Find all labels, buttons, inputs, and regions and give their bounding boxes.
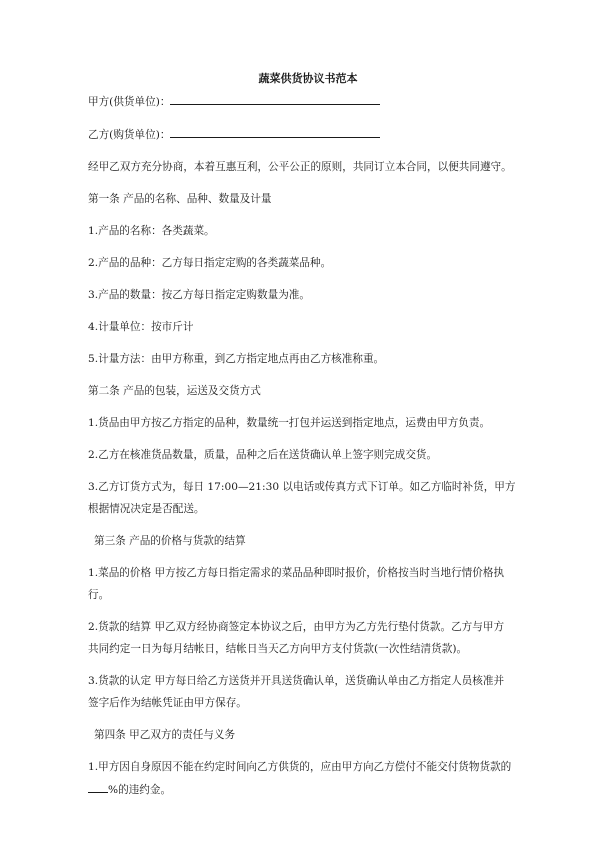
article-2-title: 第二条 产品的包装，运送及交货方式 (88, 385, 261, 397)
party-b-label: 乙方(购货单位)： (88, 129, 171, 141)
article-3-item-3-line-1: 3.货款的认定 甲方每日给乙方送货并开具送货确认单，送货确认单由乙方指定人员核准并 (88, 675, 505, 687)
article-4-item-1-line-2 (88, 780, 528, 799)
article-2-item-3-line-1: 3.乙方订货方式为，每日 17:00—21:30 以电话或传真方式下订单。如乙方临时补货，甲方 (88, 481, 516, 493)
article-3-item-1-line-1: 1.菜品的价格 甲方按乙方每日指定需求的菜品品种即时报价，价格按当时当地行情价格执 (88, 567, 505, 579)
article-2-item-2: 2.乙方在核准货品数量，质量，品种之后在送货确认单上签字则完成交货。 (88, 449, 438, 461)
article-1-item-3: 3.产品的数量：按乙方每日指定定购数量为准。 (88, 289, 310, 301)
party-b-blank[interactable] (170, 125, 380, 138)
party-a-blank[interactable] (170, 92, 380, 105)
article-4-title: 第四条 甲乙双方的责任与义务 (94, 729, 236, 741)
article-1-title: 第一条 产品的名称、品种、数量及计量 (88, 193, 272, 205)
document-page (88, 70, 528, 799)
intro-paragraph: 经甲乙双方充分协商，本着互惠互利，公平公正的原则，共同订立本合同，以便共同遵守。 (88, 161, 512, 173)
penalty-suffix: %的违约金。 (108, 784, 172, 796)
article-1-item-4: 4.计量单位：按市斤计 (88, 321, 194, 333)
document-title: 蔬菜供货协议书范本 (258, 72, 358, 85)
article-4-item-1-line-1: 1.甲方因自身原因不能在约定时间向乙方供货的，应由甲方向乙方偿付不能交付货物货款的 (88, 761, 512, 773)
party-a-row (88, 92, 528, 111)
article-3-item-1-line-2: 行。 (88, 589, 110, 601)
article-2-item-3-line-2: 根据情况决定是否配送。 (88, 503, 205, 515)
article-3-item-2-line-1: 2.货款的结算 甲乙双方经协商签定本协议之后，由甲方为乙方先行垫付货款。乙方与甲方 (88, 621, 505, 633)
article-3-item-3-line-2: 签字后作为结帐凭证由甲方保存。 (88, 697, 247, 709)
article-1-item-1: 1.产品的名称：各类蔬菜。 (88, 225, 215, 237)
party-a-label: 甲方(供货单位)： (88, 96, 171, 108)
penalty-percent-blank[interactable] (88, 780, 108, 793)
article-1-item-5: 5.计量方法：由甲方称重，到乙方指定地点再由乙方核准称重。 (88, 353, 385, 365)
article-3-title: 第三条 产品的价格与货款的结算 (94, 535, 246, 547)
article-3-item-2-line-2: 共同约定一日为每月结帐日，结帐日当天乙方向甲方支付货款(一次性结清货款)。 (88, 643, 468, 655)
article-2-item-1: 1.货品由甲方按乙方指定的品种，数量统一打包并运送到指定地点，运费由甲方负责。 (88, 417, 491, 429)
party-b-row (88, 125, 528, 144)
article-1-item-2: 2.产品的品种：乙方每日指定定购的各类蔬菜品种。 (88, 257, 332, 269)
